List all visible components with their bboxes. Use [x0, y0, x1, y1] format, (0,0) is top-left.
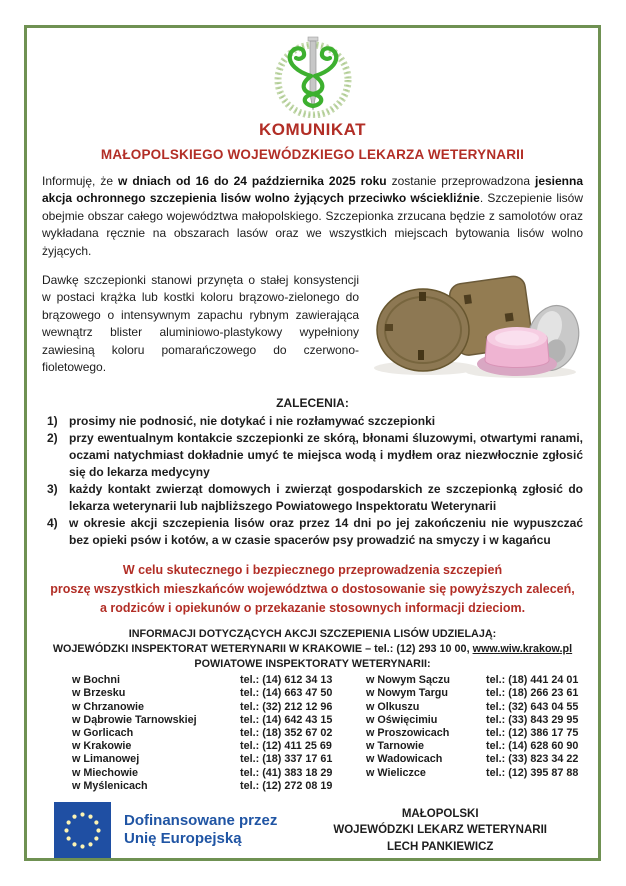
veterinary-logo [42, 36, 583, 118]
signature-line-1: MAŁOPOLSKI [401, 808, 479, 821]
page-subtitle: MAŁOPOLSKIEGO WOJEWÓDZKIEGO LEKARZA WETERYNARII [100, 147, 525, 162]
eu-funding-caption [124, 812, 277, 850]
contact-place: w Wadowicach [366, 753, 443, 766]
page-title: KOMUNIKAT [258, 120, 367, 139]
eu-caption-line-1: Dofinansowane przez [124, 811, 278, 829]
contact-tel: tel.: (18) 266 23 61 [486, 687, 579, 700]
item-number: 4) [47, 516, 58, 531]
contact-place: w Nowym Targu [366, 687, 448, 700]
item-number: 2) [47, 430, 58, 445]
item-text: prosimy nie podnosić, nie dotykać i nie rozłamywać szczepionki [69, 413, 436, 428]
footer [42, 802, 583, 859]
intro-campaign-bold: jesienna akcja ochronnego szczepienia lisów wolno żyjących przeciwko wściekliźnie [42, 174, 584, 206]
signature-line-2: WOJEWÓDZKI LEKARZ WETERYNARII [333, 824, 547, 837]
intro-dates-bold: w dniach od 16 do 24 października 2025 roku [118, 174, 387, 188]
item-text: przy ewentualnym kontakcie szczepionki ze skórą, błonami śluzowymi, otwartymi ranami, oczami natychmiast dokładnie umyć te miejsca wodą i mydłem oraz niezwłocznie zgłosić się do lekarza medycyny [69, 430, 583, 480]
appeal-line-3: a rodziców i opiekunów o przekazanie stosownych informacji dzieciom. [99, 600, 526, 615]
intro-part5: . Szczepienie lisów obejmie obszar całego województwa małopolskiego. Szczepionka zrzucana będzie z samolotów oraz wykładana ręcznie na obszarach lasów oraz we wszystkich miejscach bytowania lisów wolno żyjących. [42, 191, 583, 258]
item-number: 1) [47, 413, 58, 428]
eu-flag-icon [54, 802, 111, 859]
contact-place: w Olkuszu [366, 700, 420, 713]
contact-tel: tel.: (33) 823 34 22 [486, 753, 579, 766]
info-subheading: POWIATOWE INSPEKTORATY WETERYNARII: [194, 658, 431, 671]
recommendations-list [42, 413, 583, 549]
vaccine-bait-photo [371, 272, 583, 387]
contact-place: w Chrzanowie [72, 700, 144, 713]
recommendations-heading: ZALECENIA: [276, 395, 349, 410]
contact-tel: tel.: (14) 663 47 50 [240, 687, 333, 700]
appeal-line-2: proszę wszystkich mieszkańców województwa o dostosowanie się powyższych zaleceń, [50, 581, 575, 596]
contact-place: w Myślenicach [72, 779, 148, 792]
contact-tel: tel.: (32) 212 12 96 [240, 700, 333, 713]
intro-part3: zostanie przeprowadzona [386, 174, 535, 188]
contact-tel: tel.: (18) 441 24 01 [486, 674, 579, 687]
contact-place: w Tarnowie [366, 740, 424, 753]
list-item [42, 430, 583, 481]
info-inspectorate-text: WOJEWÓDZKI INSPEKTORAT WETERYNARII W KRAKOWIE – tel.: (12) 293 10 00, [52, 643, 473, 656]
info-block [42, 627, 583, 672]
list-item [42, 515, 583, 549]
contact-tel [486, 780, 583, 793]
contact-place: w Proszowicach [366, 726, 450, 739]
contact-place: w Nowym Sączu [366, 674, 450, 687]
intro-paragraph [42, 173, 583, 260]
contact-tel: tel.: (14) 612 34 13 [240, 674, 333, 687]
contact-place: w Bochni [72, 674, 120, 687]
contact-place: w Krakowie [72, 740, 132, 753]
contact-place: w Wieliczce [366, 766, 426, 779]
info-heading: INFORMACJI DOTYCZĄCYCH AKCJI SZCZEPIENIA LISÓW UDZIELAJĄ: [128, 628, 497, 641]
caduceus-sword-wreath-icon [257, 36, 369, 118]
contact-tel: tel.: (41) 383 18 29 [240, 766, 333, 779]
contact-place: w Brzesku [72, 687, 126, 700]
contact-place: w Limanowej [72, 753, 140, 766]
item-text: w okresie akcji szczepienia lisów oraz przez 14 dni po jej zakończeniu nie wypuszczać bez opieki psów i kotów, a w czasie spacerów psy prowadzić na smyczy i w kagańcu [69, 516, 583, 548]
contact-tel: tel.: (33) 843 29 95 [486, 713, 579, 726]
eu-caption-line-2: Unię Europejską [124, 830, 242, 848]
contact-tel: tel.: (18) 337 17 61 [240, 753, 333, 766]
document-frame [24, 25, 601, 861]
contact-tel: tel.: (32) 643 04 55 [486, 700, 579, 713]
contact-tel: tel.: (12) 272 08 19 [240, 779, 333, 792]
item-text: każdy kontakt zwierząt domowych i zwierząt gospodarskich ze szczepionką zgłosić do lekarza weterynarii lub najbliższego Powiatowego Inspektoratu Weterynarii [69, 482, 583, 514]
contact-place: w Gorlicach [72, 726, 134, 739]
contact-place [366, 780, 486, 793]
signature-block [307, 806, 573, 854]
wiw-krakow-link[interactable]: www.wiw.krakow.pl [472, 643, 573, 656]
intro-part1: Informuję, że [42, 174, 118, 188]
contact-tel: tel.: (12) 395 87 88 [486, 766, 579, 779]
bait-photo-illustration [371, 272, 583, 382]
contact-place: w Dąbrowie Tarnowskiej [72, 713, 197, 726]
appeal-paragraph [42, 561, 583, 617]
contact-place: w Oświęcimiu [366, 713, 438, 726]
contact-tel: tel.: (14) 642 43 15 [240, 713, 333, 726]
bait-section [42, 272, 583, 387]
appeal-line-1: W celu skutecznego i bezpiecznego przeprowadzenia szczepień [122, 563, 503, 578]
list-item [42, 413, 583, 430]
contact-place: w Miechowie [72, 766, 138, 779]
contacts-table [42, 674, 583, 793]
contact-tel: tel.: (18) 352 67 02 [240, 726, 333, 739]
contact-tel: tel.: (14) 628 60 90 [486, 740, 579, 753]
signature-line-3: LECH PANKIEWICZ [386, 840, 494, 853]
eu-funding-logo [54, 802, 277, 859]
contact-tel: tel.: (12) 386 17 75 [486, 726, 579, 739]
contact-tel: tel.: (12) 411 25 69 [240, 740, 332, 753]
info-inspectorate-line [42, 642, 583, 657]
bait-paragraph: Dawkę szczepionki stanowi przynęta o stałej konsystencji w postaci krążka lub kostki koloru brązowo-zielonego do brązowego o intensywnym zapachu rybnym zawierająca wewnątrz blister aluminiowo-plastykowy wypełniony zawiesiną koloru pomarańczowego do czerwono-fioletowego. [42, 272, 359, 374]
list-item [42, 481, 583, 515]
item-number: 3) [47, 482, 58, 497]
